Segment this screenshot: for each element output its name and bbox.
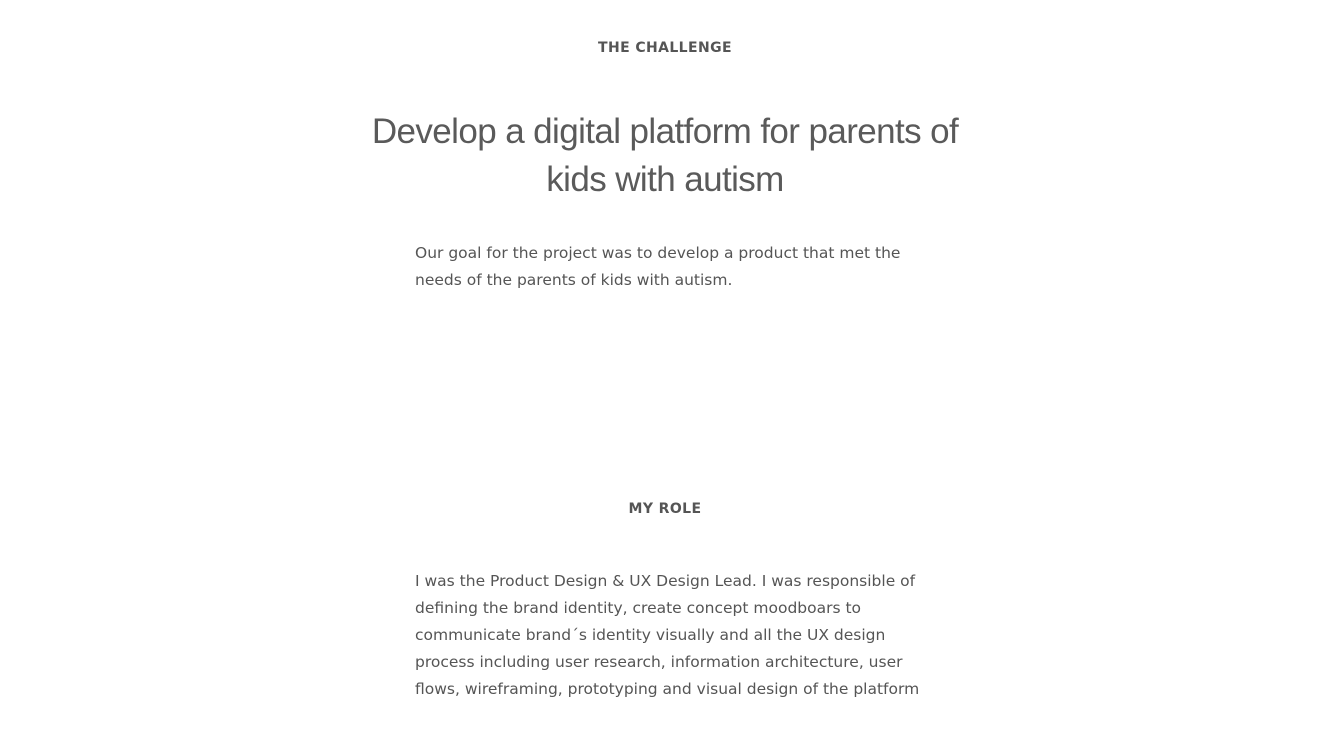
role-label: MY ROLE [628, 501, 702, 517]
challenge-description: Our goal for the project was to develop a product that met the needs of the parents of kids with autism. [415, 244, 901, 289]
role-description: I was the Product Design & UX Design Lead. I was responsible of defining the brand identity, create concept moodboars to communicate brand´s identity visually and all the UX design process including user research, information architecture, user flows, wireframing, prototyping and visual design of the platform [415, 572, 920, 698]
challenge-label: THE CHALLENGE [598, 40, 732, 56]
challenge-headline: Develop a digital platform for parents of kids with autism [371, 112, 959, 199]
